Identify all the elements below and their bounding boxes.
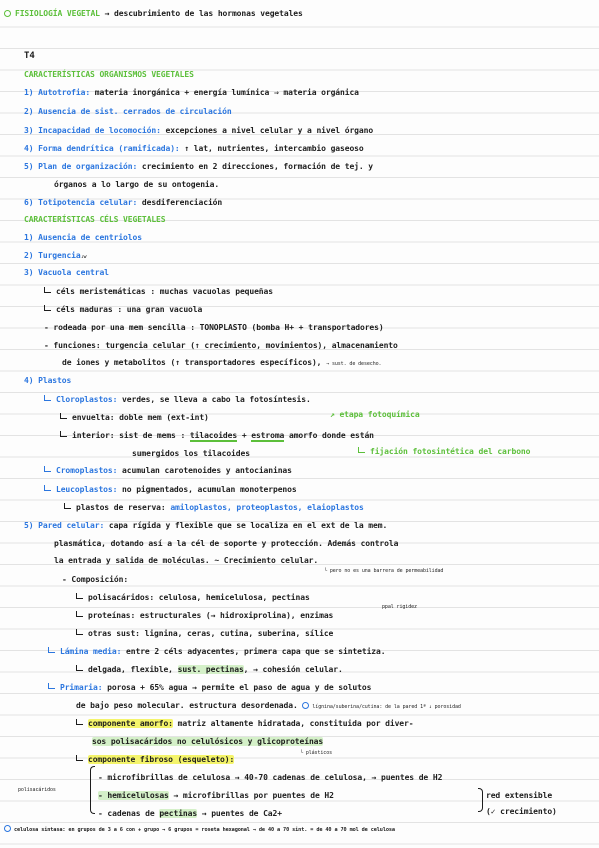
unit-label: T4	[24, 51, 35, 61]
list-item: 1) Autotrofia: materia inorgánica + energía lumínica ⇒ materia orgánica	[24, 88, 359, 97]
list-item: - hemicelulosas → microfibrillas por puentes de H2	[98, 791, 334, 800]
list-item: componente amorfo: matriz altamente hidratada, constituida por diver-	[76, 718, 413, 729]
list-item: proteínas: estructurales (→ hidroxiprolina), enzimas	[76, 610, 333, 621]
side-label: polisacáridos	[18, 787, 56, 793]
list-item: - rodeada por una mem sencilla : TONOPLASTO (bomba H+ + transportadores)	[44, 323, 384, 332]
list-item: - funciones: turgencia celular (↑ crecimiento, movimientos), almacenamiento	[44, 341, 398, 350]
list-item: Leucoplastos: no pigmentados, acumulan monoterpenos	[44, 484, 297, 495]
list-item: 1) Ausencia de centriolos	[24, 233, 142, 242]
section-title-celulas: CARACTERÍSTICAS CÉLS VEGETALES	[24, 215, 166, 224]
list-item-continuation: sumergidos los tilacoides	[132, 449, 250, 458]
list-item: polisacáridos: celulosa, hemicelulosa, pectinas	[76, 592, 310, 603]
list-item: - Composición:	[62, 575, 129, 584]
list-item-continuation: la entrada y salida de moléculas. ~ Crecimiento celular.	[54, 556, 319, 565]
list-item: interior: sist de mems : tilacoides + estroma amorfo donde están	[60, 430, 374, 441]
list-item: 5) Pared celular: capa rígida y flexible que se localiza en el ext de la mem.	[24, 521, 388, 530]
brace	[478, 788, 483, 812]
list-item: - cadenas de pectinas → puentes de Ca2+	[98, 809, 282, 818]
circle-bullet-icon	[302, 702, 309, 709]
list-item: 3) Vacuola central	[24, 268, 109, 277]
circle-bullet-icon	[4, 825, 11, 832]
annotation: ppal rigidez	[382, 604, 417, 610]
list-item-continuation: de bajo peso molecular. estructura desordenada. lígnina/suberina/cutina: de la pared 1ª ↓ porosidad	[76, 701, 461, 710]
list-item: céls maduras : una gran vacuola	[44, 304, 202, 315]
list-item: 4) Forma dendrítica (ramificada): ↑ lat, nutrientes, intercambio gaseoso	[24, 144, 364, 153]
annotation: (✓ crecimiento)	[486, 807, 557, 816]
list-item-continuation: órganos a lo largo de su ontogenia.	[54, 180, 220, 189]
list-item: plastos de reserva: amiloplastos, proteoplastos, elaioplastos	[64, 502, 364, 513]
list-item: 6) Totipotencia celular: desdiferenciación	[24, 198, 223, 207]
list-item-continuation: sos polisacáridos no celulósicos y glicoproteínas	[92, 737, 324, 746]
list-item: céls meristemáticas : muchas vacuolas pequeñas	[44, 286, 273, 297]
list-item-continuation: plasmática, dotando así a la cél de soporte y protección. Además controla	[54, 539, 399, 548]
list-item: componente fibroso (esqueleto):	[76, 754, 234, 765]
brace	[90, 766, 95, 814]
list-item: 2) Turgencia↓w	[24, 251, 87, 260]
list-item-continuation: de iones y metabolitos (↑ transportadores específicos), → sust. de desecho.	[62, 358, 382, 367]
list-item: Cloroplastos: verdes, se lleva a cabo la fotosíntesis.	[44, 394, 311, 405]
list-item: Cromoplastos: acumulan carotenoides y antocianinas	[44, 465, 292, 476]
list-item: 4) Plastos	[24, 376, 72, 385]
header-line	[4, 8, 303, 19]
annotation: ↗ etapa fotoquímica	[330, 410, 420, 419]
annotation: red extensible	[486, 791, 553, 800]
list-item: - microfibrillas de celulosa → 40-70 cadenas de celulosa, → puentes de H2	[98, 773, 443, 782]
footer-note: celulosa sintasa: en grupos de 3 a 6 con + grupo → 6 grupos = roseta hexagonal → de 40 a 70 sint. = de 40 a 70 mol de celulosa	[4, 825, 395, 836]
circle-bullet-icon	[4, 10, 11, 17]
annotation: fijación fotosintética del carbono	[358, 446, 530, 457]
annotation: └ plásticos	[300, 750, 333, 756]
section-title-organismos: CARACTERÍSTICAS ORGANISMOS VEGETALES	[24, 70, 194, 79]
list-item: 3) Incapacidad de locomoción: excepciones a nivel celular y a nivel órgano	[24, 126, 374, 135]
list-item: envuelta: doble mem (ext-int)	[60, 412, 209, 423]
list-item: 5) Plan de organización: crecimiento en 2 direcciones, formación de tej. y	[24, 162, 374, 171]
annotation: └ pero no es una barrera de permeabilidad	[324, 568, 444, 574]
page-subtitle: → descubrimiento de las hormonas vegetales	[104, 9, 303, 18]
list-item: Lámina media: entre 2 céls adyacentes, primera capa que se sintetiza.	[48, 646, 385, 657]
list-item: otras sust: lignina, ceras, cutina, suberina, sílice	[76, 628, 333, 639]
list-item: 2) Ausencia de sist. cerrados de circulación	[24, 107, 232, 116]
list-item: Primaria: porosa + 65% agua → permite el paso de agua y de solutos	[48, 682, 371, 693]
page-title: FISIOLOGÍA VEGETAL	[15, 9, 100, 18]
list-item: delgada, flexible, sust. pectinas, → cohesión celular.	[76, 664, 343, 675]
